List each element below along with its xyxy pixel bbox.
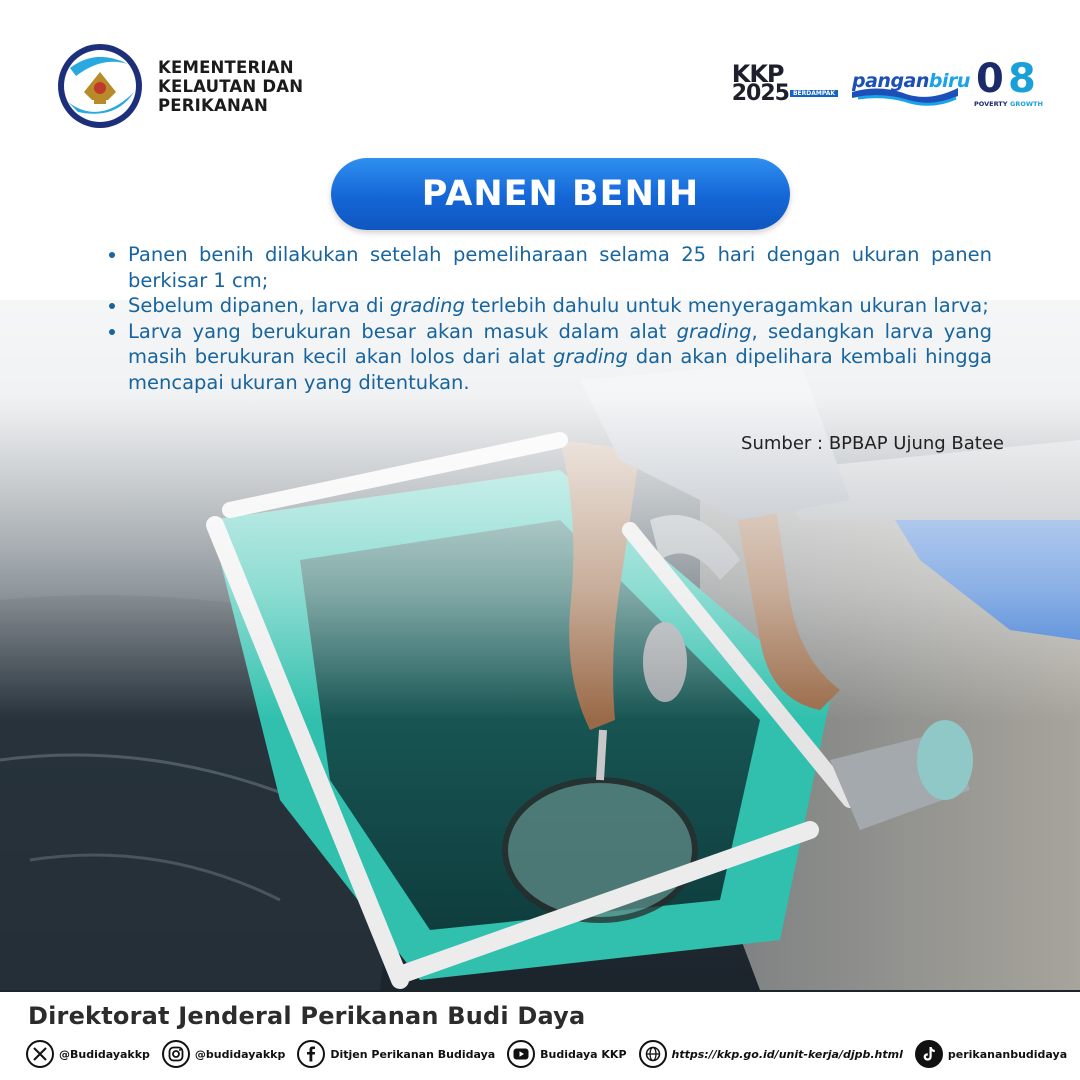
social-facebook-label: Ditjen Perikanan Budidaya — [330, 1047, 496, 1061]
social-links — [26, 1040, 1079, 1068]
po8-poverty: POVERTY — [974, 100, 1008, 108]
bullet-item-2: Sebelum dipanen, larva di grading terlebih dahulu untuk menyeragamkan ukuran larva; — [108, 293, 992, 319]
social-youtube-label: Budidaya KKP — [540, 1047, 627, 1061]
zero-poverty-eight-growth-logo — [974, 58, 1044, 110]
social-website[interactable] — [639, 1040, 903, 1068]
ministry-name-line1: KEMENTERIAN — [158, 57, 294, 77]
social-instagram[interactable] — [162, 1040, 285, 1068]
kkp-logo-year: 2025 — [731, 81, 789, 106]
social-x-label: @Budidayakkp — [59, 1047, 150, 1061]
panganbiru-prefix: pangan — [852, 70, 929, 92]
social-tiktok[interactable] — [915, 1040, 1067, 1068]
ministry-name-line2: KELAUTAN DAN — [158, 76, 304, 96]
partner-logos — [732, 58, 1044, 110]
title-banner — [331, 158, 790, 230]
social-website-label: https://kkp.go.id/unit-kerja/djpb.html — [671, 1047, 903, 1061]
po8-growth: GROWTH — [1010, 100, 1043, 108]
ministry-emblem-icon — [56, 42, 144, 130]
po8-zero: 0 — [976, 56, 1004, 102]
info-bullet-list — [108, 242, 992, 395]
social-facebook[interactable] — [297, 1040, 495, 1068]
instagram-icon — [162, 1040, 190, 1068]
youtube-icon — [507, 1040, 535, 1068]
social-x[interactable] — [26, 1040, 150, 1068]
social-youtube[interactable] — [507, 1040, 626, 1068]
facebook-icon — [297, 1040, 325, 1068]
ministry-logo-block — [56, 42, 303, 130]
kkp-2025-logo — [731, 60, 838, 106]
bullet-item-3: Larva yang berukuran besar akan masuk dalam alat grading, sedangkan larva yang masih berukuran kecil akan lolos dari alat grading dan akan dipelihara kembali hingga mencapai ukuran yang ditentukan. — [108, 319, 992, 396]
page-title: PANEN BENIH — [421, 174, 700, 214]
globe-icon — [639, 1040, 667, 1068]
social-tiktok-label: perikananbudidaya — [947, 1047, 1068, 1061]
tiktok-icon — [915, 1040, 943, 1068]
social-instagram-label: @budidayakkp — [194, 1047, 286, 1061]
kkp-logo-text: KKP — [731, 60, 784, 88]
bullet-item-1: Panen benih dilakukan setelah pemeliharaan selama 25 hari dengan ukuran panen berkisar 1 cm; — [108, 242, 992, 293]
panganbiru-logo — [850, 62, 970, 106]
directorate-name: Direktorat Jenderal Perikanan Budi Daya — [28, 1002, 586, 1030]
ministry-name-line3: PERIKANAN — [158, 95, 268, 115]
x-icon — [26, 1040, 54, 1068]
footer — [0, 992, 1080, 1080]
panganbiru-suffix: biru — [928, 70, 970, 92]
kkp-logo-sub: BERDAMPAK — [790, 90, 838, 97]
po8-eight: 8 — [1008, 56, 1036, 102]
source-credit: Sumber : BPBAP Ujung Batee — [741, 433, 1004, 454]
